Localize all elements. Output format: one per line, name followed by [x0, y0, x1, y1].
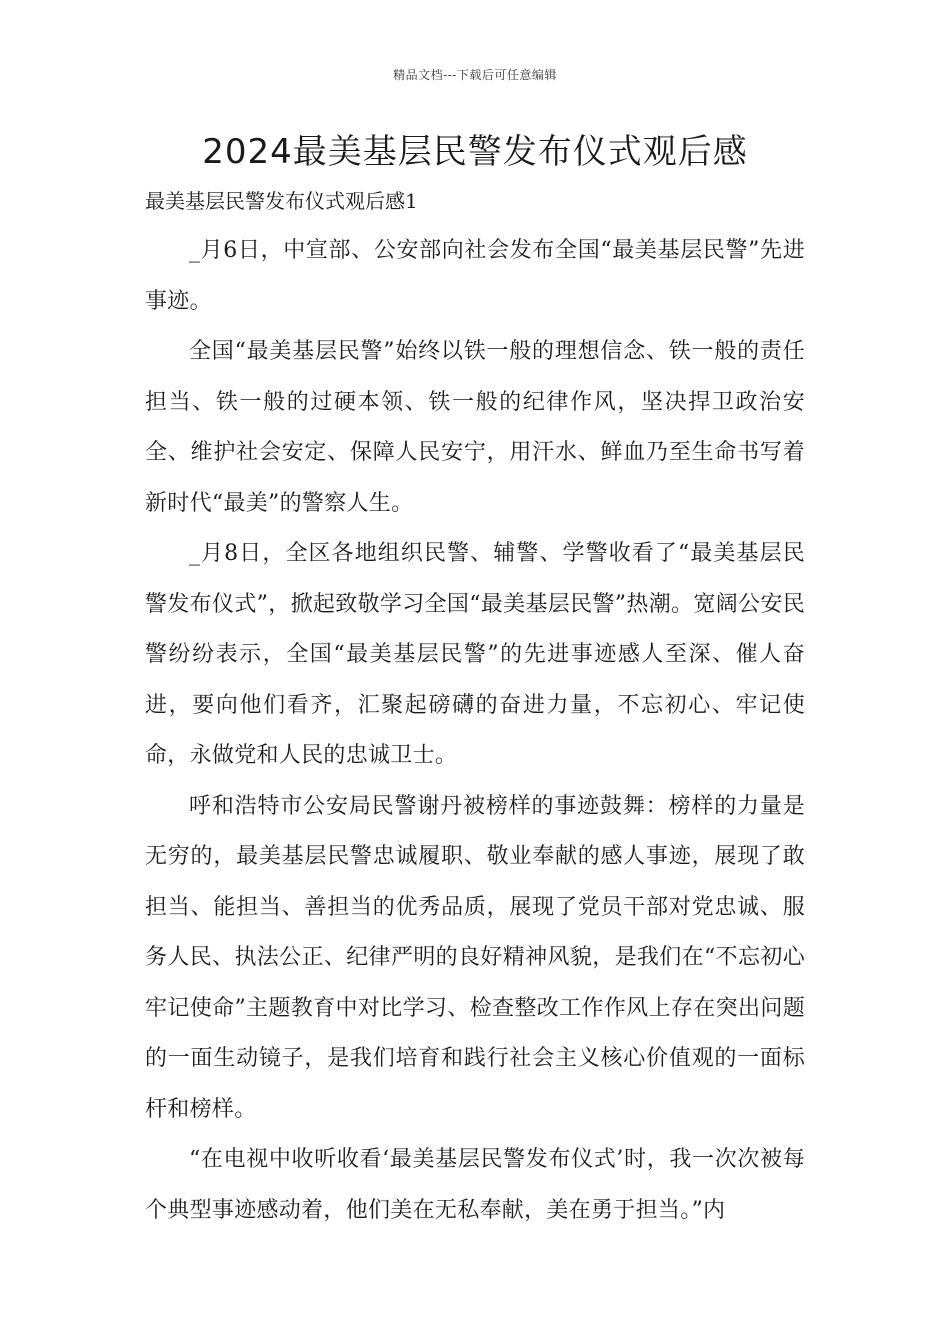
paragraph: 呼和浩特市公安局民警谢丹被榜样的事迹鼓舞：榜样的力量是无穷的，最美基层民警忠诚履职、敬业奉献的感人事迹，展现了敢担当、能担当、善担当的优秀品质，展现了党员干部对党忠诚、服务人民、执法公正、纪律严明的良好精神风貌，是我们在“不忘初心牢记使命”主题教育中对比学习、检查整改工作作风上存在突出问题的一面生动镜子，是我们培育和践行社会主义核心价值观的一面标杆和榜样。: [145, 793, 805, 1122]
paragraph: _月8日，全区各地组织民警、辅警、学警收看了“最美基层民警发布仪式”，掀起致敬学习全国“最美基层民警”热潮。宽阔公安民警纷纷表示，全国“最美基层民警”的先进事迹感人至深、催人奋进，要向他们看齐，汇聚起磅礴的奋进力量，不忘初心、牢记使命，永做党和人民的忠诚卫士。: [145, 541, 805, 768]
page-header-watermark: 精品文档---下载后可任意编辑: [393, 68, 557, 82]
document-body: [145, 226, 805, 1236]
paragraph: 全国“最美基层民警”始终以铁一般的理想信念、铁一般的责任担当、铁一般的过硬本领、铁一般的纪律作风，坚决捍卫政治安全、维护社会安定、保障人民安宁，用汗水、鲜血乃至生命书写着新时代“最美”的警察人生。: [145, 339, 805, 516]
paragraph: “在电视中收听收看‘最美基层民警发布仪式’时，我一次次被每个典型事迹感动着，他们美在无私奉献，美在勇于担当。”内: [145, 1147, 805, 1223]
document-title: 2024最美基层民警发布仪式观后感: [202, 132, 748, 172]
paragraph: _月6日，中宣部、公安部向社会发布全国“最美基层民警”先进事迹。: [145, 238, 805, 314]
document-subtitle: 最美基层民警发布仪式观后感1: [145, 189, 418, 213]
